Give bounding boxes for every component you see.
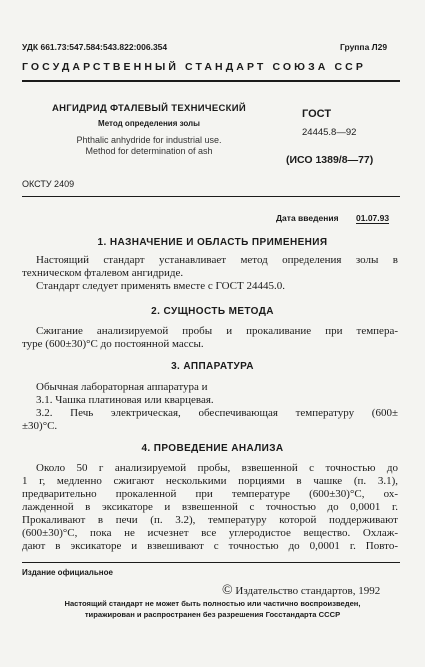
section-2-heading: 2. СУЩНОСТЬ МЕТОДА [151, 306, 274, 317]
section-1-text [22, 254, 398, 293]
intro-date-value: 01.07.93 [356, 213, 390, 223]
gost-number: 24445.8—92 [302, 127, 357, 138]
iso-reference: (ИСО 1389/8—77) [286, 154, 374, 166]
section-3-line-2: 3.1. Чашка платиновая или кварцевая. [36, 394, 214, 406]
reproduction-notice-line-2: тиражирован и распространен без разрешения Госстандарта СССР [84, 610, 341, 619]
banner-rule [22, 80, 400, 82]
english-title-line-2: Method for determination of ash [85, 146, 213, 156]
section-4-line-6: (600±30)°С, пока не исчезнет все углеродистое вещество. Охлаж- [22, 527, 398, 539]
section-3-line-4: ±30)°С. [22, 420, 58, 432]
section-4-line-7: дают в эксикаторе и взвешивают с точностью до 0,0001 г. Повто- [22, 540, 398, 552]
group-code: Группа Л29 [340, 42, 388, 52]
section-4-line-4: лажденной в эксикаторе и взвешенной с точностью до 0,0001 г. [22, 501, 398, 513]
section-3-heading: 3. АППАРАТУРА [171, 361, 254, 372]
section-4-line-5: Прокаливают в печи (п. 3.2), температуру которой поддерживают [22, 514, 398, 526]
section-1-line-1: Настоящий стандарт устанавливает метод определения золы в [36, 254, 398, 266]
document-title: АНГИДРИД ФТАЛЕВЫЙ ТЕХНИЧЕСКИЙ [51, 103, 247, 114]
section-4-text [22, 462, 398, 553]
section-4-line-3: предварительно прокаленной при температуре (600±30)°С, ох- [22, 488, 398, 500]
section-3-line-1: Обычная лабораторная аппаратура и [36, 381, 208, 393]
copyright-line [222, 583, 380, 599]
section-4-heading: 4. ПРОВЕДЕНИЕ АНАЛИЗА [141, 443, 284, 454]
method-title: Метод определения золы [98, 119, 200, 128]
section-4-line-2: 1 г, медленно сжигают несколькими порциями в чашке (п. 3.1), [22, 475, 398, 487]
footer-rule [22, 562, 400, 563]
reproduction-notice-line-1: Настоящий стандарт не может быть полностью или частично воспроизведен, [64, 599, 361, 608]
section-2-text [22, 325, 398, 351]
english-title-line-1: Phthalic anhydride for industrial use. [76, 135, 222, 145]
intro-date-label: Дата введения [276, 213, 339, 223]
gost-label: ГОСТ [302, 108, 332, 120]
copyright-text: Издательство стандартов, 1992 [235, 585, 381, 597]
section-3-text [22, 381, 398, 433]
section-1-heading: 1. НАЗНАЧЕНИЕ И ОБЛАСТЬ ПРИМЕНЕНИЯ [97, 237, 328, 248]
section-4-line-1: Около 50 г анализируемой пробы, взвешенной с точностью до [36, 462, 398, 474]
udk-code: УДК 661.73:547.584:543.822:006.354 [22, 42, 168, 52]
official-edition-label: Издание официальное [22, 568, 113, 577]
section-2-line-2: туре (600±30)°С до постоянной массы. [22, 338, 204, 350]
section-1-line-2: техническом фталевом ангидриде. [22, 267, 184, 279]
copyright-icon: © [222, 583, 233, 598]
banner-title: ГОСУДАРСТВЕННЫЙ СТАНДАРТ СОЮЗА ССР [22, 61, 366, 73]
section-2-line-1: Сжигание анализируемой пробы и прокаливание при темпера- [36, 325, 398, 337]
section-3-line-3: 3.2. Печь электрическая, обеспечивающая температуру (600± [36, 407, 398, 419]
okstu-code: ОКСТУ 2409 [22, 179, 75, 189]
header-rule [22, 196, 400, 197]
section-1-line-3: Стандарт следует применять вместе с ГОСТ 24445.0. [36, 280, 285, 292]
